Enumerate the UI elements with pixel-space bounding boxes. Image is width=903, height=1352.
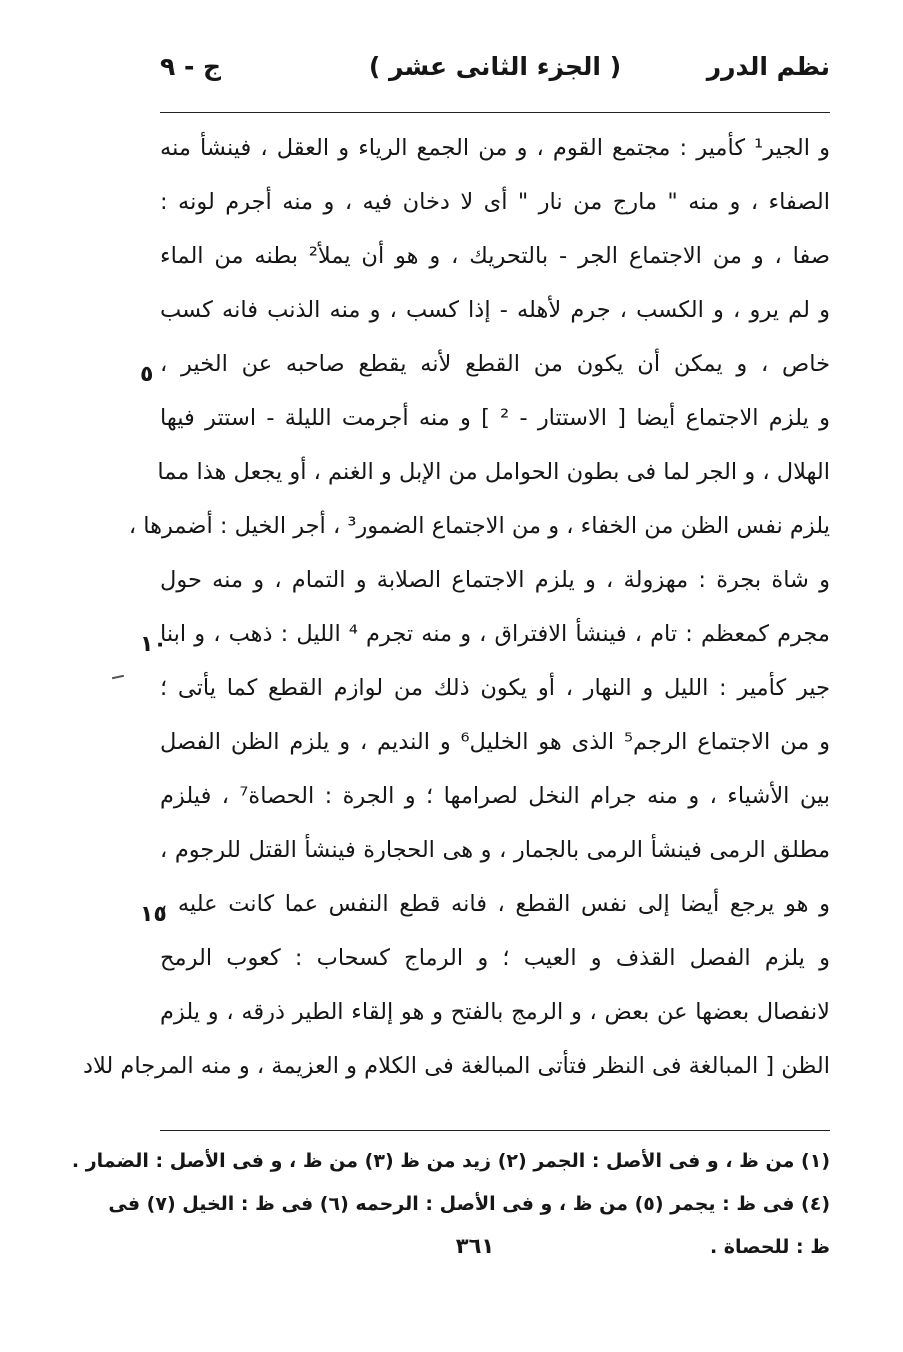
text-line: و يلزم الاجتماع أيضا [ الاستتار - ² ] و منه أجرمت الليلة - استتر فيها: [160, 405, 830, 431]
text-line: و لم يرو ، و الكسب ، جرم لأهله - إذا كسب ، و منه الذنب فانه كسب: [160, 297, 830, 323]
text-line: يلزم نفس الظن من الخفاء ، و من الاجتماع الضمور³ ، أجر الخيل : أضمرها ،: [128, 513, 830, 539]
text-line: و شاة بجرة : مهزولة ، و يلزم الاجتماع الصلابة و التمام ، و منه حول: [160, 567, 830, 593]
text-line: جير كأمير : الليل و النهار ، أو يكون ذلك من لوازم القطع كما يأتى ؛: [160, 675, 830, 701]
header-divider: [160, 112, 830, 113]
text-line: الصفاء ، و منه " مارج من نار " أى لا دخان فيه ، و منه أجرم لونه :: [160, 189, 830, 215]
text-line: مطلق الرمى فينشأ الرمى بالجمار ، و هى الحجارة فينشأ القتل للرجوم ،: [160, 837, 830, 863]
footnote-line: ظ : للحصاة .: [709, 1236, 830, 1258]
text-line: الهلال ، و الجر لما فى بطون الحوامل من الإبل و الغنم ، أو يجعل هذا مما: [157, 459, 830, 485]
text-line: و من الاجتماع الرجم⁵ الذى هو الخليل⁶ و النديم ، و يلزم الظن الفصل: [160, 729, 830, 755]
text-line: مجرم كمعظم : تام ، فينشأ الافتراق ، و منه تجرم ⁴ الليل : ذهب ، و ابنا: [160, 621, 830, 647]
text-line: صفا ، و من الاجتماع الجر - بالتحريك ، و هو أن يملأ² بطنه من الماء: [160, 243, 830, 269]
text-line: بين الأشياء ، و منه جرام النخل لصرامها ؛ و الجرة : الحصاة⁷ ، فيلزم: [160, 783, 830, 809]
footnote-divider: [160, 1130, 830, 1131]
text-line: و الجير¹ كأمير : مجتمع القوم ، و من الجمع الرياء و العقل ، فينشأ منه: [160, 135, 830, 161]
text-line: و هو يرجع أيضا إلى نفس القطع ، فانه قطع النفس عما كانت عليه ،: [160, 891, 830, 917]
footnote-line: (١) من ظ ، و فى الأصل : الجمر (٢) زيد من ظ (٣) من ظ ، و فى الأصل : الضمار .: [71, 1150, 830, 1172]
line-number-10: ١٠: [140, 632, 167, 657]
margin-mark: [112, 675, 124, 679]
page-number: ٣٦١: [455, 1234, 495, 1258]
line-number-5: ٥: [140, 362, 154, 387]
running-head: [160, 52, 830, 100]
line-number-15: ١٥: [140, 902, 167, 927]
part-label: ج - ٩: [160, 52, 222, 81]
book-title: نظم الدرر: [706, 52, 830, 81]
text-line: و يلزم الفصل القذف و العيب ؛ و الرماج كسحاب : كعوب الرمح: [160, 945, 830, 971]
text-line: لانفصال بعضها عن بعض ، و الرمج بالفتح و هو إلقاء الطير ذرقه ، و يلزم: [160, 999, 830, 1025]
footnote-line: (٤) فى ظ : يجمر (٥) من ظ ، و فى الأصل : الرحمه (٦) فى ظ : الخيل (٧) فى: [108, 1193, 830, 1215]
text-line: خاص ، و يمكن أن يكون من القطع لأنه يقطع صاحبه عن الخير ،: [160, 351, 830, 377]
text-line: الظن [ المبالغة فى النظر فتأتى المبالغة فى الكلام و العزيمة ، و منه المرجام للاد: [82, 1053, 830, 1079]
volume-label: ( الجزء الثانى عشر ): [368, 52, 622, 81]
